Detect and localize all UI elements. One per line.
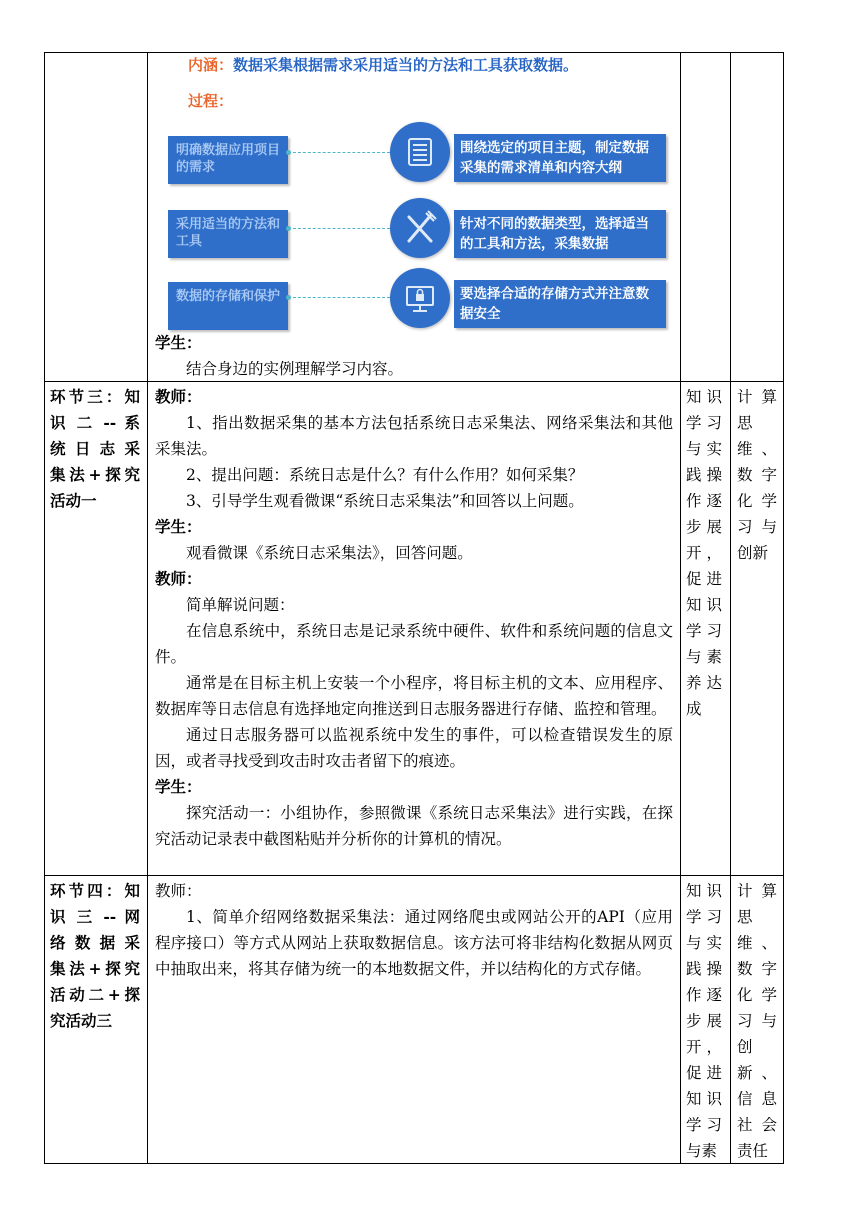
step-item: 2、提出问题：系统日志是什么？有什么作用？如何采集？ — [186, 466, 584, 484]
student-text: 结合身边的实例理解学习内容。 — [186, 360, 404, 378]
step-2-label: 采用适当的方法和工具 — [168, 210, 288, 258]
student-label: 学生： — [155, 777, 202, 796]
student-label: 学生： — [155, 517, 202, 536]
row2-design-intent: 知识学习与实践操作逐步展开，促进知识学习与素养达成 — [686, 388, 722, 718]
column-divider — [730, 52, 731, 1164]
connector-line — [288, 297, 390, 298]
explanation-paragraph: 通过日志服务器可以监视系统中发生的事件，可以检查错误发生的原因，或者寻找受到攻击时攻击者留下的痕迹。 — [155, 726, 673, 770]
teacher-label: 教师： — [155, 387, 202, 406]
step-2-icon-circle — [390, 198, 450, 258]
connector-line — [288, 228, 390, 229]
step-3-label: 数据的存储和保护 — [168, 282, 288, 330]
process-label: 过程： — [188, 92, 234, 110]
row3-content — [155, 878, 673, 982]
title-key: 内涵： — [188, 56, 234, 74]
row2-content — [155, 384, 673, 852]
explanation-paragraph: 简单解说问题： — [186, 596, 295, 614]
column-divider — [147, 52, 148, 1164]
list-icon — [390, 122, 450, 182]
student-text: 观看微课《系统日志采集法》，回答问题。 — [186, 544, 473, 562]
explanation-paragraph: 通常是在目标主机上安装一个小程序，将目标主机的文本、应用程序、数据库等日志信息有选择地定向推送到日志服务器进行存储、监控和管理。 — [155, 674, 673, 718]
title-text: 数据采集根据需求采用适当的方法和工具获取数据。 — [233, 56, 579, 74]
step-item: 1、指出数据采集的基本方法包括系统日志采集法、网络采集法和其他采集法。 — [155, 414, 673, 458]
step-1-icon-circle — [390, 122, 450, 182]
row2-section-title: 环节三：知 识 二 -- 系 统 日 志 采 集法+探究 活动一 — [50, 387, 140, 510]
step-3-icon-circle — [390, 268, 450, 328]
student-text: 探究活动一：小组协作，参照微课《系统日志采集法》进行实践，在探究活动记录表中截图粘贴并分析你的计算机的情况。 — [155, 804, 673, 848]
step-item: 1、简单介绍网络数据采集法：通过网络爬虫或网站公开的API（应用程序接口）等方式从网站上获取数据信息。该方法可将非结构化数据从网页中抽取出来，将其存储为统一的本地数据文件，并以结构化的方式存储。 — [155, 908, 673, 978]
row3-section-title: 环节四：知 识 三 -- 网 络 数 据 采 集法+探究 活动二+探 究活动三 — [50, 881, 140, 1030]
connector-line — [288, 152, 390, 153]
process-infographic — [160, 52, 678, 334]
row2-core-literacy: 计算思维、数字化学习与创新 — [737, 388, 777, 562]
column-divider — [680, 52, 681, 1164]
step-item: 3、引导学生观看微课“系统日志采集法”和回答以上问题。 — [186, 492, 584, 510]
step-1-label: 明确数据应用项目的需求 — [168, 136, 288, 184]
row3-design-intent: 知识学习与实践操作逐步展开，促进知识学习与素 — [686, 882, 722, 1160]
row3-core-literacy: 计算思维、数字化学习与创新、信息社会责任 — [737, 882, 777, 1160]
monitor-lock-icon — [390, 268, 450, 328]
teacher-label: 教师： — [155, 882, 202, 900]
row1-content — [155, 330, 675, 382]
teacher-label: 教师： — [155, 569, 202, 588]
infographic-title — [188, 54, 578, 75]
row-divider — [44, 875, 784, 876]
step-2-description: 针对不同的数据类型，选择适当的工具和方法，采集数据 — [454, 210, 666, 258]
tools-icon — [390, 198, 450, 258]
step-3-description: 要选择合适的存储方式并注意数据安全 — [454, 280, 666, 328]
step-1-description: 围绕选定的项目主题，制定数据采集的需求清单和内容大纲 — [454, 134, 666, 182]
explanation-paragraph: 在信息系统中，系统日志是记录系统中硬件、软件和系统问题的信息文件。 — [155, 622, 673, 666]
student-label: 学生： — [155, 333, 202, 352]
